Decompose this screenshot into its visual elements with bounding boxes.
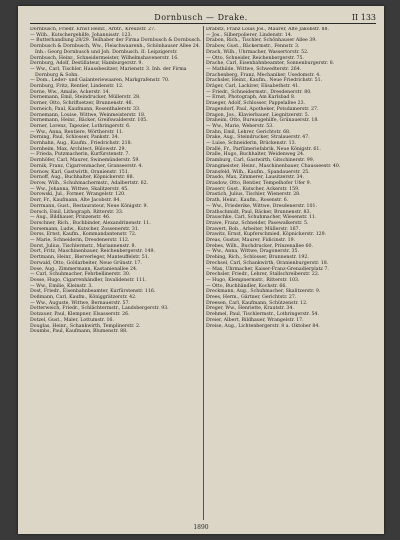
directory-page (18, 6, 384, 534)
directory-entry: Dost, Friedr., Eisenbahnbeamter, Kurfürstenstr. 116. (30, 289, 156, 295)
directory-entry: Dorning, Paul, Schlosser, Pankstr. 34. (30, 135, 120, 141)
directory-entry: Dotzauer, Paul, Klempner, Elsasserstr. 26. (30, 312, 130, 318)
directory-entry: Dornburg, Fritz, Rentier, Lindenstr. 12. (30, 84, 124, 90)
directory-entry: Drawe, Franz, Schneider, Pasewalkerstr. 5. (206, 220, 309, 226)
directory-entry: — Otto, Schneider, Reichenbergerstr. 75. (206, 55, 304, 61)
directory-entry: Dornoff, Aug., Buchhalter, Köpnickerstr. 88. (30, 175, 135, 181)
directory-entry: — Ww., Auguste, Wittwe, Bernauerstr. 57. (30, 300, 130, 306)
directory-entry: Drawitz, Ernst, Kupferschmied, Köpnickerstr. 129. (206, 232, 327, 238)
directory-entry: Dorowski, Jul., Former, Wrangelstr. 120. (30, 192, 126, 198)
directory-entry: Dreier, Albert, Bildhauer, Wrangelstr. 17. (206, 317, 304, 323)
directory-entry: — Carl, Schuhmacher, Fehrbellinerstr. 30. (30, 272, 131, 278)
directory-entry: — Hugo, Klempnermstr., Ritterstr. 103. (206, 277, 300, 283)
directory-entry: Draeger, Adolf, Schlosser, Pappelallee 23. (206, 101, 306, 107)
directory-entry: Dorrmann, Gust., Restaurateur, Neue Königstr. 9. (30, 203, 149, 209)
directory-entry: Dotterweich, Friedr., Schlächtermstr., Landsbergerstr. 93. (30, 306, 169, 312)
directory-entry: Drache, Carl, Eisenbahnbeamter, Sonnenburgerstr. 8. (206, 61, 335, 67)
directory-entry: Drebing, Rich., Schlosser, Brunnenstr. 192. (206, 255, 309, 261)
directory-entry: Dorr, Fr., Kaufmann, Alte Jacobstr. 84. (30, 198, 121, 204)
directory-entry: Dorss, Ernst, Kaufm., Kommandantenstr. 72. (30, 232, 137, 238)
directory-entry: Draserr, Gust., Kutscher, Ackerstr. 159. (206, 186, 300, 192)
directory-entry: Drangmeister, Heinr., Maschinenbauer, Chausseestr. 40. (206, 163, 341, 169)
directory-entry: Dornhöfer, Carl, Maurer, Swinemünderstr. 59. (30, 158, 140, 164)
directory-entry: Drees, Herm., Gärtner, Gerichtstr. 27. (206, 295, 297, 301)
directory-entry: Dort, Fritz, Maschinenbauer, Reichenbergerstr. 149. (30, 249, 155, 255)
column-divider (203, 26, 204, 520)
directory-entry: — Friedr., Schneidermstr., Dresdenerstr. 80. (206, 89, 312, 95)
directory-entry: Drachsler, Heinr., Kaufm., Neue Friedrichstr. 51. (206, 78, 323, 84)
directory-entry: Drawert, Rob., Arbeiter, Müllerstr. 167. (206, 226, 301, 232)
directory-entry: Dreckmann, Aug., Schuhmacher, Skalitzerstr. 9. (206, 289, 321, 295)
directory-entry: Dorsch, Emil, Lithograph, Ritterstr. 33. (30, 209, 124, 215)
directory-entry: Dornik, Franz, Cigarrenmacher, Granseerstr. 4. (30, 163, 143, 169)
directory-entry: — Frieda, Putzmacherin, Kurfürstenstr. 7. (30, 152, 130, 158)
directory-entry: Dornheim, Max, Architect, Bülowstr. 29. (30, 146, 126, 152)
directory-entry: — Mathilde, Wittwe, Schwedterstr. 264. (206, 66, 302, 72)
directory-entry: Drallé, Fr., Parfümeriefabrik, Neue Königstr. 61. (206, 146, 321, 152)
directory-entry: — Ww., Marie, Weberstr. 53. (206, 123, 274, 129)
directory-entry: Dorsemann, Ludw., Kutscher, Zossenerstr. 31. (30, 226, 140, 232)
directory-entry: Drabon, Rich., Tischler, Schönhauser Allee 39. (206, 38, 317, 44)
directory-entry: Dornburg, Adolf, Destillateur, Hamburgerstr. 9. (30, 61, 143, 67)
directory-entry: Dornemann, Heinr., Bäcker, Greifswalderstr. 105. (30, 118, 148, 124)
directory-entry: Dortmann, Heinr., Bierverleger, Manteuffelstr. 51. (30, 255, 150, 261)
directory-entry: Drechsler, Friedr., Lehrer, Stallschreiberstr. 22. (206, 272, 320, 278)
directory-entry: Dornbusch & Dornbusch, Ww., Fleischwaarenh., Schönhauser Allee 24. Inh.: Georg Dornbusch und Joh. Dornbusch. II. Leipzigerstr. (30, 44, 201, 55)
directory-entry: — Ww., Johanna, Wittwe, Skalitzerstr. 45. (30, 186, 129, 192)
directory-entry: — Butterhandlung 28/29. Teilhaber der Firma Dornbusch & Dornbusch. (30, 38, 202, 44)
directory-entry: Dorner, Lorenz, Tapezier, Lothringerstr. 6. (30, 123, 131, 129)
right-column (206, 27, 381, 520)
directory-entry: Doßmann, Carl, Kaufm., Königgrätzerstr. 42. (30, 295, 137, 301)
directory-entry: Dornow, Karl, Gastwirth, Oranienstr. 151. (30, 169, 130, 175)
directory-entry: — Jos., Silberpolierer, Lindenstr. 14. (206, 32, 293, 38)
directory-entry: Dornemann, Emil, Steindrucker, Müllerstr. 28. (30, 95, 141, 101)
directory-entry: Drachenberg, Franz, Mechaniker, Usedomstr. 4. (206, 72, 321, 78)
page-footer: 1890 (193, 524, 209, 531)
directory-entry: Drechsel, Carl, Schankwirth, Oranienburgerstr. 18. (206, 260, 329, 266)
directory-entry: — Wilh., Kutschergehilfe, Johannisstr. 123. (30, 32, 132, 38)
directory-entry: Drasdow, Otto, Rentier, Tempelhofer Ufer 9. (206, 180, 312, 186)
directory-entry: Dose, Aug., Zimmermann, Kastanienallee 24. (30, 266, 138, 272)
directory-entry: Dralle, Hugo, Buchhalter, Weidenweg 24. (206, 152, 305, 158)
directory-entry: Drabow, Gust., Bäckermstr., Fennstr. 3. (206, 44, 300, 50)
directory-entry: Dornemann, Louise, Wittwe, Weinmeisterstr. 18. (30, 112, 146, 118)
directory-entry: Dorwald, Otto, Goldarbeiter, Neue Grünstr. 17. (30, 260, 142, 266)
directory-entry: — Ww., Anna, Rentiere, Wörtherstr. 11. (30, 129, 124, 135)
directory-entry: Doumbs, Paul, Kaufmann, Blumenstr. 88. (30, 329, 128, 335)
directory-entry: Dotzel, Gust., Maler, Lottumstr. 16. (30, 317, 114, 323)
directory-entry: Dosse, Hugo, Cigarrenhändler, Invalidenstr. 111. (30, 277, 147, 283)
directory-entry: Dragon, Jos., Klavierbauer, Liegnitzerstr. 5. (206, 112, 310, 118)
page-header (18, 6, 384, 24)
directory-entry: Dreas, Gustav, Maurer, Fidicinstr. 19. (206, 238, 296, 244)
header-rule (30, 23, 376, 24)
page-number: II 133 (351, 13, 376, 22)
directory-entry: Drebes, Wilh., Buchdrucker, Prinzenallee 60. (206, 243, 313, 249)
directory-entry: — Ww., Emilie, Kleinstr. 3. (30, 283, 93, 289)
directory-entry: Drastich, Julius, Tischler, Wienerstr. 28. (206, 192, 301, 198)
directory-entry: Drehmel, Paul, Tischlermstr., Lothringerstr. 54. (206, 312, 319, 318)
directory-entry: Drach, Wilh., Uhrmacher, Wassertorstr. 52. (206, 49, 309, 55)
directory-entry: Dorow, Wilh., Schuhmachermstr., Adalbertstr. 62. (30, 180, 149, 186)
directory-entry: — Dom., Leder- und Galanteriewaaren, Markgrafenstr. 70. (30, 78, 170, 84)
directory-entry: — Max, Uhrmacher, Kaiser-Franz-Grenadierplatz 7. (206, 266, 329, 272)
directory-entry: Dreger, Ww., Henriette, Krautstr. 34. (206, 306, 294, 312)
running-title: Dornbusch — Drake. (154, 13, 248, 22)
directory-entry: Drahn, Emil, Lehrer, Gerichtstr. 68. (206, 129, 291, 135)
directory-entry: — Ww., Carl, Tischler, Haussbesitzer, Marienstr. 3. Inh. der Firma Dornburg & Sohn. (30, 66, 187, 78)
directory-entry: — Aug., Bildhauer, Prinzenstr. 46. (30, 215, 111, 221)
directory-entry: — Marie, Schneiderin, Dresdenerstr. 112. (30, 238, 130, 244)
directory-entry: Draheim, Otto, Bureaugehilfe, Grünauerstr. 18. (206, 118, 319, 124)
directory-entry: Dräger, Carl, Lackirer, Elisabethstr. 41. (206, 84, 300, 90)
directory-entry: Dorne, Ww., Amalie, Ackerstr. 14. (30, 89, 111, 95)
directory-entry: Dorst, Julius, Tischlermstr., Mariannenstr. 8. (30, 243, 136, 249)
directory-entry: Dornhahn, Aug., Kaufm., Friedrichstr. 218. (30, 141, 133, 147)
directory-entry: Dornbusch, Friedr. Ernst Heinr., Arbtr., Kreuzstr. 27. (30, 27, 156, 32)
directory-entry: Drasdo, Max, Zimmerer, Lausitzerstr. 34. (206, 175, 305, 181)
directory-entry: Drabitz, Franz Louis Jos., Maurer, Alte Jakobstr. 88. (206, 27, 329, 32)
directory-entry: Dreise, Aug., Lichtenbergerstr. 8 a. Oktober 84. (206, 323, 320, 329)
directory-entry: — Ernst, Photograph, Am Karlsbad 8. (206, 95, 296, 101)
directory-entry: Dorschner, Rich., Buchbinder, Alexandrinenstr. 11. (30, 220, 151, 226)
directory-entry: Dorner, Otto, Schriftsetzer, Brunnenstr. 46. (30, 101, 133, 107)
directory-entry: — Luise, Schneiderin, Brückenstr. 13. (206, 141, 297, 147)
directory-entry: Dragendorf, Paul, Apotheker, Potsdamerstr. 27. (206, 106, 319, 112)
directory-entry: Dornbusch, Heinr., Schneidermeister, Wilhelmshavenerstr. 16. (30, 55, 179, 61)
directory-entry: — Otto, Buchhändler, Kochstr. 66. (206, 283, 287, 289)
directory-entry: Drauschke, Carl, Schuhmacher, Wiesenstr. 11. (206, 215, 317, 221)
directory-entry: Dransfeld, Wilh., Kaufm., Spandauerstr. 25. (206, 169, 310, 175)
left-column (30, 27, 205, 520)
directory-entry: Douglas, Heinr., Schankwirth, Templinerstr. 2. (30, 323, 141, 329)
directory-entry: — Ww., Anna, Wittwe, Dragonerstr. 35. (206, 249, 299, 255)
directory-entry: Dramburg, Carl, Gastwirth, Gitschinerstr. 99. (206, 158, 315, 164)
directory-entry: Dreesen, Carl, Kaufmann, Schützenstr. 12. (206, 300, 308, 306)
directory-entry: Drathschmidt, Paul, Bäcker, Brunnenstr. 83. (206, 209, 311, 215)
directory-entry: Drake, Aug., Steindrucker, Stralauerstr. 47. (206, 135, 310, 141)
directory-entry: Dorneich, Paul, Kaufmann, Rosenthalerstr. 33. (30, 106, 141, 112)
directory-entry: Drath, Heinr., Kaufm., Rosenstr. 6. (206, 198, 289, 204)
directory-entry: — Ww., Friederike, Wittwe, Dresdenerstr. 101. (206, 203, 317, 209)
